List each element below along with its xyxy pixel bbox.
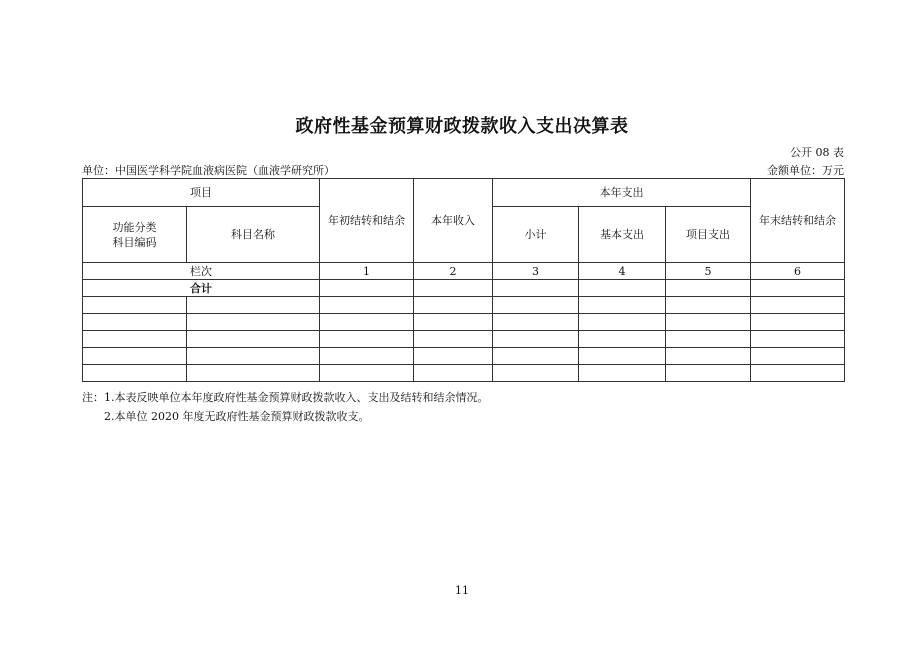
table-cell xyxy=(493,365,579,382)
table-row xyxy=(83,365,845,382)
note-line-2: 2.本单位 2020 年度无政府性基金预算财政拨款收支。 xyxy=(104,410,370,423)
table-cell xyxy=(187,365,320,382)
table-row xyxy=(83,331,845,348)
column-number-1: 1 xyxy=(320,263,414,280)
table-cell xyxy=(187,314,320,331)
table-cell xyxy=(320,314,414,331)
table-cell xyxy=(320,297,414,314)
table-cell xyxy=(414,365,493,382)
header-basic-expense: 基本支出 xyxy=(579,207,666,263)
table-cell xyxy=(83,331,187,348)
table-cell xyxy=(493,314,579,331)
table-cell xyxy=(493,348,579,365)
table-cell xyxy=(414,280,493,297)
table-cell xyxy=(579,314,666,331)
page-number: 11 xyxy=(455,584,469,597)
column-number-6: 6 xyxy=(751,263,845,280)
table-cell xyxy=(751,365,845,382)
unit-row xyxy=(82,162,844,178)
table-cell xyxy=(83,365,187,382)
table-cell xyxy=(83,348,187,365)
column-number-row xyxy=(83,263,845,280)
header-current-income: 本年收入 xyxy=(414,179,493,263)
table-cell xyxy=(414,331,493,348)
table-row xyxy=(83,297,845,314)
table-cell xyxy=(320,348,414,365)
table-cell xyxy=(751,331,845,348)
table-cell xyxy=(666,348,751,365)
column-number-label: 栏次 xyxy=(83,263,320,280)
table-cell xyxy=(414,348,493,365)
table-cell xyxy=(320,331,414,348)
budget-table xyxy=(82,178,845,382)
table-cell xyxy=(187,297,320,314)
column-number-2: 2 xyxy=(414,263,493,280)
table-cell xyxy=(666,331,751,348)
header-function-code-line2: 科目编码 xyxy=(112,235,157,249)
column-number-3: 3 xyxy=(493,263,579,280)
table-cell xyxy=(83,314,187,331)
header-project-expense: 项目支出 xyxy=(666,207,751,263)
table-row xyxy=(83,348,845,365)
note-line-1: 注：1.本表反映单位本年度政府性基金预算财政拨款收入、支出及结转和结余情况。 xyxy=(82,391,489,404)
form-code: 公开 08 表 xyxy=(790,146,844,159)
table-cell xyxy=(666,280,751,297)
table-cell xyxy=(751,297,845,314)
table-cell xyxy=(493,280,579,297)
table-cell xyxy=(320,280,414,297)
table-cell xyxy=(579,280,666,297)
table-cell xyxy=(751,280,845,297)
page-title: 政府性基金预算财政拨款收入支出决算表 xyxy=(295,116,629,137)
total-label: 合计 xyxy=(83,280,320,297)
header-subject-name: 科目名称 xyxy=(187,207,320,263)
table-cell xyxy=(493,331,579,348)
header-closing-balance: 年末结转和结余 xyxy=(751,179,845,263)
table-cell xyxy=(320,365,414,382)
table-cell xyxy=(579,297,666,314)
table-row xyxy=(83,314,845,331)
header-function-code-line1: 功能分类 xyxy=(112,220,157,234)
column-number-4: 4 xyxy=(579,263,666,280)
header-opening-balance: 年初结转和结余 xyxy=(320,179,414,263)
table-cell xyxy=(666,365,751,382)
table-cell xyxy=(751,314,845,331)
amount-unit: 金额单位：万元 xyxy=(767,164,844,177)
header-subtotal: 小计 xyxy=(493,207,579,263)
table-cell xyxy=(493,297,579,314)
header-item: 项目 xyxy=(83,179,320,207)
unit-name: 单位：中国医学科学院血液病医院（血液学研究所） xyxy=(82,164,335,177)
table-cell xyxy=(414,314,493,331)
column-number-5: 5 xyxy=(666,263,751,280)
table-cell xyxy=(187,331,320,348)
header-current-expense: 本年支出 xyxy=(493,179,751,207)
table-cell xyxy=(414,297,493,314)
total-row xyxy=(83,280,845,297)
table-cell xyxy=(666,314,751,331)
table-cell xyxy=(751,348,845,365)
table-cell xyxy=(83,297,187,314)
table-cell xyxy=(579,348,666,365)
header-function-code xyxy=(83,207,187,263)
table-cell xyxy=(666,297,751,314)
table-cell xyxy=(579,331,666,348)
table-cell xyxy=(187,348,320,365)
table-cell xyxy=(579,365,666,382)
